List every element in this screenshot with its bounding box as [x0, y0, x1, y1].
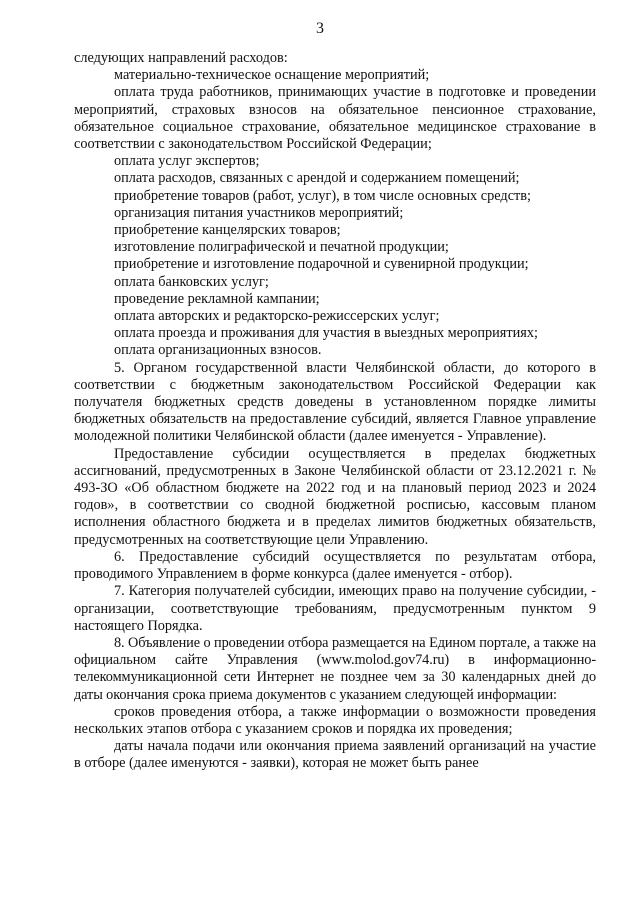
clause-5: 5. Органом государственной власти Челябинской области, до которого в соответствии с бюджетным законодательством Российской Федерации как получателя бюджетных средств доведены в установленном порядке лимиты бюджетных обязательств на предоставление субсидий, является Главное управление молодежной политики Челябинской области (далее именуется - Управление).: [74, 359, 596, 445]
list-item-printing: изготовление полиграфической и печатной продукции;: [114, 239, 449, 256]
clause-6: 6. Предоставление субсидий осуществляется по результатам отбора, проводимого Управлением в форме конкурса (далее именуется - отбор).: [74, 548, 596, 583]
list-item-labor-payment: оплата труда работников, принимающих участие в подготовке и проведении мероприятий, страховых взносов на обязательное пенсионное страхование, обязательное социальное страхование, обязательное медицинское страхование в соответствии с законодательством Российской Федерации;: [74, 84, 596, 153]
clause-8-dates: даты начала подачи или окончания приема заявлений организаций на участие в отборе (далее именуются - заявки), которая не может быть ранее: [74, 738, 596, 772]
document-body: [74, 50, 596, 773]
list-item-author-services: оплата авторских и редакторско-режиссерских услуг;: [114, 308, 440, 325]
clause-8: 8. Объявление о проведении отбора размещается на Едином портале, а также на официальном сайте Управления (www.molod.gov74.ru) в информационно-телекоммуникационной сети Интернет не позднее чем за 30 календарных дней до даты окончания срока приема документов с указанием следующей информации:: [74, 634, 596, 703]
list-item-equipment: материально-техническое оснащение мероприятий;: [114, 67, 430, 84]
clause-5-budget: Предоставление субсидии осуществляется в пределах бюджетных ассигнований, предусмотренных в Законе Челябинской области от 23.12.2021 г. № 493-ЗО «Об областном бюджете на 2022 год и на плановый период 2023 и 2024 годов», в соответствии со сводной бюджетной росписью, кассовым планом исполнения областного бюджета и в пределах лимитов бюджетных обязательств, предусмотренных на соответствующие цели Управлению.: [74, 445, 596, 548]
list-item-bank-services: оплата банковских услуг;: [114, 273, 269, 290]
clause-8-deadlines: сроков проведения отбора, а также информации о возможности проведения нескольких этапов отбора с указанием сроков и порядка их проведения;: [74, 703, 596, 737]
list-item-travel: оплата проезда и проживания для участия в выездных мероприятиях;: [114, 325, 538, 342]
paragraph-continuation: следующих направлений расходов:: [74, 50, 288, 66]
list-item-stationery: приобретение канцелярских товаров;: [114, 222, 341, 239]
list-item-fees: оплата организационных взносов.: [114, 342, 322, 359]
list-item-experts: оплата услуг экспертов;: [114, 153, 260, 170]
list-item-goods: приобретение товаров (работ, услуг), в том числе основных средств;: [114, 187, 532, 204]
page-number: 3: [316, 20, 324, 37]
list-item-souvenirs: приобретение и изготовление подарочной и сувенирной продукции;: [114, 256, 529, 273]
clause-7: 7. Категория получателей субсидии, имеющих право на получение субсидии, - организации, соответствующие требованиям, предусмотренным пунктом 9 настоящего Порядка.: [74, 583, 596, 634]
list-item-advertising: проведение рекламной кампании;: [114, 290, 320, 307]
list-item-catering: организация питания участников мероприятий;: [114, 204, 404, 221]
list-item-rent: оплата расходов, связанных с арендой и содержанием помещений;: [114, 170, 520, 187]
